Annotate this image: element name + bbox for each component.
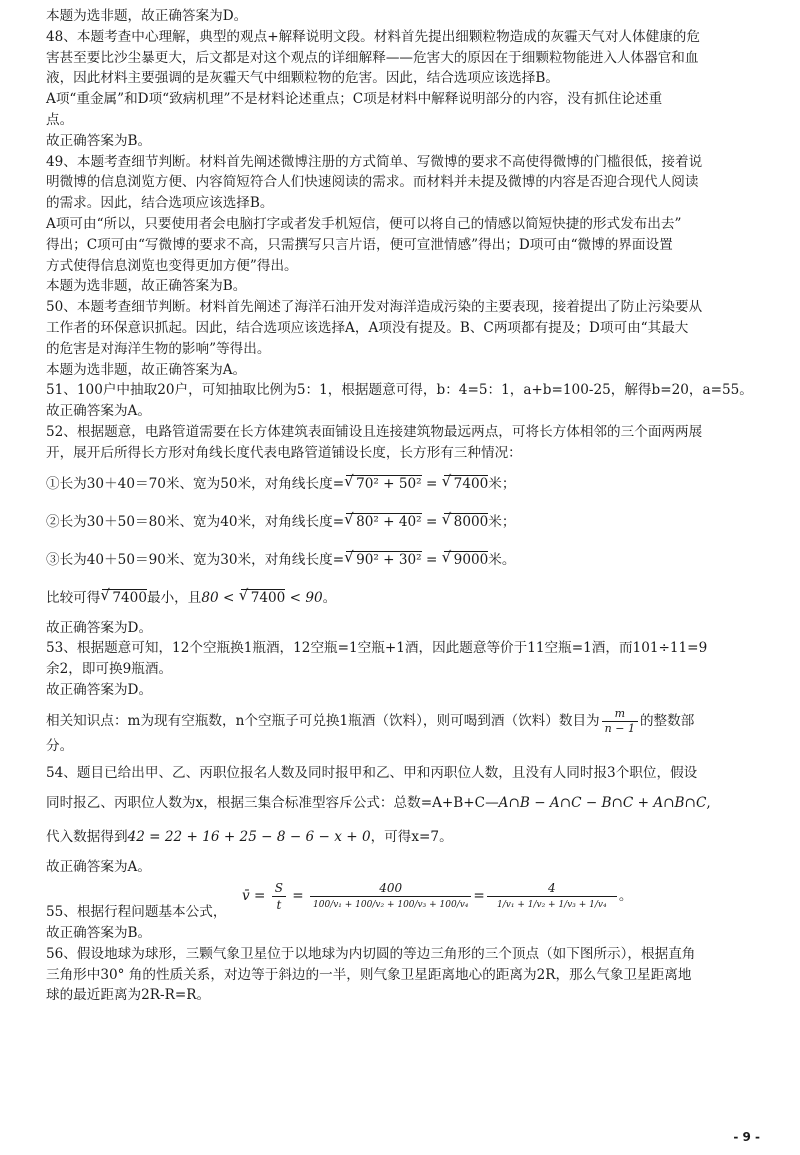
text-line: 的危害是对海洋生物的影响”等得出。 <box>46 340 271 357</box>
text-line: 方式使得信息浏览也变得更加方便”得出。 <box>46 257 298 274</box>
diagonal-case-1: ①长为30＋40＝70米、宽为50米，对角线长度=√ 70² + 50² = √ 7400米； <box>46 470 766 498</box>
sqrt-expression: √ 90² + 30² <box>346 551 422 568</box>
inclusion-exclusion-formula: A∩B − A∩C − B∩C + A∩B∩C <box>498 795 707 812</box>
substitution-line: 代入数据得到42 = 22 + 16 + 25 − 8 − 6 − x + 0，可得x=7。 <box>46 829 453 846</box>
text-line: 故正确答案为A。 <box>46 403 151 420</box>
text-line: 55、根据行程问题基本公式， <box>46 904 227 921</box>
fraction: $\frac{S}{t}$ <box>272 880 286 913</box>
sqrt-expression: √ 7400 <box>241 589 286 606</box>
text-line: 故正确答案为B。 <box>46 924 152 941</box>
sqrt-expression: √ 80² + 40² <box>346 513 422 530</box>
text-line: 本题为选非题，故正确答案为A。 <box>46 361 247 378</box>
text-line: A项可由“所以，只要使用者会电脑打字或者发手机短信，便可以将自己的情感以简短快捷的形式发布出去” <box>46 215 682 232</box>
text-line: 分。 <box>46 737 74 754</box>
text-line: 54、题目已给出甲、乙、丙职位报名人数及同时报甲和乙、甲和丙职位人数，且没有人同时报3个职位，假设 <box>46 764 698 781</box>
text-line: 余2，即可换9瓶酒。 <box>46 661 173 678</box>
text-line: 51、100户中抽取20户，可知抽取比例为5：1，根据题意可得，b：4=5：1，a+b=100-25，解得b=20，a=55。 <box>46 382 753 399</box>
text-line: 53、根据题意可知，12个空瓶换1瓶酒，12空瓶=1空瓶+1酒，因此题意等价于11空瓶=1酒，而101÷11=9 <box>46 640 708 657</box>
text-line: 液，因此材料主要强调的是灰霾天气中细颗粒物的危害。因此，结合选项应该选择B。 <box>46 70 559 87</box>
fraction: $\frac{4}{\text{1/v₁ + 1/v₂ + 1/v₃ + 1/v₄}}$ <box>487 880 617 913</box>
text-line: 56、假设地球为球形，三颗气象卫星位于以地球为内切圆的等边三角形的三个顶点（如下图所示），根据直角 <box>46 945 696 962</box>
substitution-formula: 42 = 22 + 16 + 25 − 8 − 6 − x + 0 <box>127 829 371 846</box>
text-line: 48、本题考查中心理解，典型的观点+解释说明文段。材料首先提出细颗粒物造成的灰霾天气对人体健康的危 <box>46 28 700 45</box>
sqrt-expression: √ 70² + 50² <box>346 475 422 492</box>
text-line: 故正确答案为A。 <box>46 859 151 876</box>
text-line: 得出；C项可由“写微博的要求不高，只需撰写只言片语，便可宣泄情感”得出；D项可由“微博的界面设置 <box>46 236 673 253</box>
text-line: A项“重金属”和D项“致病机理”不是材料论述重点；C项是材料中解释说明部分的内容，没有抓住论述重 <box>46 91 663 108</box>
diagonal-case-2: ②长为30＋50＝80米、宽为40米，对角线长度=√ 80² + 40² = √ 8000米； <box>46 508 766 536</box>
comparison-line: 比较可得√ 7400最小，且80 < √ 7400 < 90。 <box>46 584 766 612</box>
text-line: 害甚至要比沙尘暴更大，后文都是对这个观点的详细解释——危害大的原因在于细颗粒物能进入人体器官和血 <box>46 49 699 66</box>
text-line: 三角形中30° 角的性质关系，对边等于斜边的一半，则气象卫星距离地心的距离为2R，那么气象卫星距离地 <box>46 966 692 983</box>
text-line: 故正确答案为D。 <box>46 681 153 698</box>
text-line: 本题为选非题，故正确答案为D。 <box>46 8 248 24</box>
sqrt-result: √ 8000 <box>444 513 489 530</box>
sqrt-expression: √ 7400 <box>102 589 147 606</box>
knowledge-point-line: 相关知识点：m为现有空瓶数，n个空瓶子可兑换1瓶酒（饮料），则可喝到酒（饮料）数目为 $\frac{m}{n - 1}$ 的整数部 <box>46 706 695 735</box>
document-body <box>46 6 766 1006</box>
sqrt-result: √ 9000 <box>444 551 489 568</box>
text-line: 52、根据题意，电路管道需要在长方体建筑表面铺设且连接建筑物最远两点，可将长方体相邻的三个面两两展 <box>46 423 703 440</box>
text-line: 工作者的环保意识抓起。因此，结合选项应该选择A，A项没有提及。B、C两项都有提及；D项可由“其最大 <box>46 319 689 336</box>
diagonal-case-3: ③长为40＋50＝90米、宽为30米，对角线长度=√ 90² + 30² = √ 9000米。 <box>46 546 766 574</box>
sqrt-result: √ 7400 <box>444 475 489 492</box>
text-line: 故正确答案为D。 <box>46 619 153 636</box>
text-line: 故正确答案为B。 <box>46 132 152 149</box>
set-formula-line: 同时报乙、丙职位人数为x，根据三集合标准型容斥公式：总数=A+B+C—A∩B − A∩C − B∩C + A∩B∩C, <box>46 795 711 812</box>
text-line: 本题为选非题，故正确答案为B。 <box>46 278 247 295</box>
text-line: 明微博的信息浏览方便、内容简短符合人们快速阅读的需求。而材料并未提及微博的内容是否迎合现代人阅读 <box>46 174 699 191</box>
text-line: 球的最近距离为2R-R=R。 <box>46 987 211 1004</box>
text-line: 点。 <box>46 111 74 128</box>
text-line: 开，展开后所得长方形对角线长度代表电路管道铺设长度，长方形有三种情况： <box>46 444 522 461</box>
fraction: $\frac{400}{\text{100/v₁ + 100/v₂ + 100/v₃ + 100/v₄}}$ <box>310 880 471 913</box>
fraction: $\frac{m}{n - 1}$ <box>602 707 638 736</box>
speed-formula-block: v̄ = $\frac{S}{t}$ = $\frac{400}{\text{100/v₁ + 100/v₂ + 100/v₃ + 100/v₄}}$ = $\frac{4}{\text{1/v₁ + 1/v₂ + 1/v₃ + 1/v₄}}$ 。 <box>242 881 633 913</box>
page-number: - 9 - <box>733 1130 760 1144</box>
text-line: 的需求。因此，结合选项应该选择B。 <box>46 195 274 212</box>
text-line: 49、本题考查细节判断。材料首先阐述微博注册的方式简单、写微博的要求不高使得微博的门槛很低，接着说 <box>46 153 703 170</box>
text-line: 50、本题考查细节判断。材料首先阐述了海洋石油开发对海洋造成污染的主要表现，接着提出了防止污染要从 <box>46 299 703 316</box>
